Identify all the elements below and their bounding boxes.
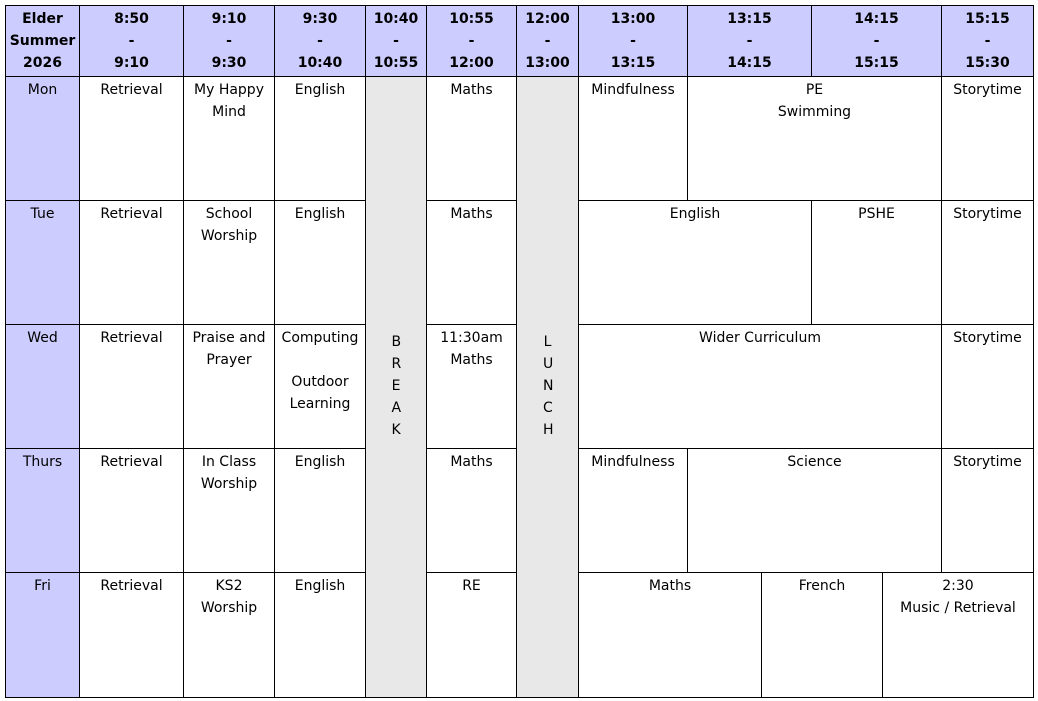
lesson-line: 2:30: [942, 578, 974, 594]
lesson-cell: Retrieval: [80, 449, 184, 573]
slot-header-1200: [517, 6, 579, 77]
lesson-cell: English: [275, 201, 366, 325]
lesson-cell: [883, 573, 1033, 697]
day-label: Thurs: [6, 449, 80, 573]
slot-end: 14:15: [727, 55, 772, 71]
lesson-line: My Happy: [194, 82, 264, 98]
lesson-cell: English: [275, 77, 366, 201]
break-column: [366, 77, 427, 698]
lesson-line: Maths: [450, 352, 493, 368]
slot-header-1515: [942, 6, 1034, 77]
lesson-line: Mind: [212, 104, 246, 120]
lunch-label: LUNCH: [543, 334, 554, 438]
lesson-cell: Retrieval: [80, 325, 184, 449]
slot-start: 15:15: [965, 11, 1010, 27]
lesson-cell: Retrieval: [80, 201, 184, 325]
lesson-cell: English: [579, 201, 812, 325]
lesson-cell: Storytime: [942, 449, 1034, 573]
lesson-line: School: [205, 206, 253, 222]
slot-dash: -: [984, 33, 991, 49]
lesson-cell: Storytime: [942, 77, 1034, 201]
lesson-line: Swimming: [777, 104, 852, 120]
title-line: 2026: [23, 55, 62, 71]
friday-afternoon-block: [579, 573, 1034, 698]
slot-end: 15:30: [965, 55, 1010, 71]
slot-dash: -: [630, 33, 636, 49]
lesson-line: Music / Retrieval: [900, 600, 1016, 616]
slot-dash: -: [393, 33, 399, 49]
lesson-cell: [427, 325, 517, 449]
slot-dash: -: [544, 33, 551, 49]
slot-end: 13:15: [610, 55, 656, 71]
day-label: Wed: [6, 325, 80, 449]
lesson-cell: Maths: [427, 201, 517, 325]
lesson-cell: Mindfulness: [579, 449, 688, 573]
lesson-line: Computing: [281, 330, 359, 346]
lesson-cell: [184, 77, 275, 201]
day-label: Fri: [6, 573, 80, 698]
timetable-title: [6, 6, 80, 77]
slot-end: 10:40: [297, 55, 343, 71]
slot-start: 10:40: [373, 11, 419, 27]
friday-afternoon-split: [579, 573, 1033, 697]
lesson-line: In Class: [201, 454, 257, 470]
lesson-cell: Storytime: [942, 325, 1034, 449]
lesson-cell: Wider Curriculum: [579, 325, 942, 449]
slot-dash: -: [873, 33, 880, 49]
lesson-cell: [184, 325, 275, 449]
slot-start: 13:15: [727, 11, 772, 27]
slot-end: 15:15: [854, 55, 899, 71]
lesson-line: KS2: [215, 578, 243, 594]
slot-start: 9:30: [302, 11, 338, 27]
title-line: Elder: [22, 11, 63, 27]
header-row: [6, 6, 1034, 77]
slot-dash: -: [468, 33, 475, 49]
day-label: Mon: [6, 77, 80, 201]
lesson-cell: RE: [427, 573, 517, 698]
slot-end: 9:10: [114, 55, 149, 71]
slot-start: 8:50: [114, 11, 149, 27]
day-label: Tue: [6, 201, 80, 325]
lesson-line: Worship: [200, 600, 258, 616]
lesson-cell: [184, 449, 275, 573]
slot-dash: -: [128, 33, 135, 49]
slot-header-0930: [275, 6, 366, 77]
lesson-cell: Maths: [579, 573, 762, 697]
lesson-cell: [184, 201, 275, 325]
lesson-line: Worship: [200, 228, 258, 244]
slot-start: 10:55: [449, 11, 494, 27]
break-label: BREAK: [391, 334, 402, 438]
lesson-line: Outdoor: [291, 374, 349, 390]
lesson-cell: Storytime: [942, 201, 1034, 325]
lesson-cell: [184, 573, 275, 698]
slot-header-1055: [427, 6, 517, 77]
lesson-line: Learning: [289, 396, 351, 412]
lesson-cell: PSHE: [812, 201, 942, 325]
lesson-cell: Retrieval: [80, 573, 184, 698]
lesson-cell: [275, 325, 366, 449]
slot-dash: -: [746, 33, 753, 49]
lesson-line: Praise and: [192, 330, 266, 346]
slot-header-1040: [366, 6, 427, 77]
slot-header-0850: [80, 6, 184, 77]
lesson-cell: French: [762, 573, 883, 697]
lesson-line: PE: [805, 82, 824, 98]
lesson-cell: Science: [688, 449, 942, 573]
slot-header-0910: [184, 6, 275, 77]
lesson-line: Worship: [200, 476, 258, 492]
lesson-cell: Retrieval: [80, 77, 184, 201]
slot-end: 10:55: [373, 55, 419, 71]
spacer: [277, 349, 363, 371]
slot-header-1315: [688, 6, 812, 77]
slot-end: 12:00: [449, 55, 494, 71]
slot-start: 12:00: [525, 11, 570, 27]
lesson-line: Prayer: [206, 352, 252, 368]
slot-header-1415: [812, 6, 942, 77]
lesson-cell: Maths: [427, 449, 517, 573]
lesson-line: 11:30am: [440, 330, 503, 346]
row-mon: [6, 77, 1034, 201]
slot-end: 13:00: [525, 55, 570, 71]
lunch-column: [517, 77, 579, 698]
lesson-cell: English: [275, 449, 366, 573]
lesson-cell: [688, 77, 942, 201]
slot-dash: -: [317, 33, 323, 49]
title-line: Summer: [9, 33, 76, 49]
slot-dash: -: [226, 33, 232, 49]
lesson-cell: Mindfulness: [579, 77, 688, 201]
slot-start: 14:15: [854, 11, 899, 27]
lesson-cell: Maths: [427, 77, 517, 201]
slot-start: 13:00: [610, 11, 656, 27]
slot-end: 9:30: [211, 55, 247, 71]
lesson-cell: English: [275, 573, 366, 698]
timetable: [5, 5, 1034, 698]
slot-header-1300: [579, 6, 688, 77]
slot-start: 9:10: [211, 11, 247, 27]
